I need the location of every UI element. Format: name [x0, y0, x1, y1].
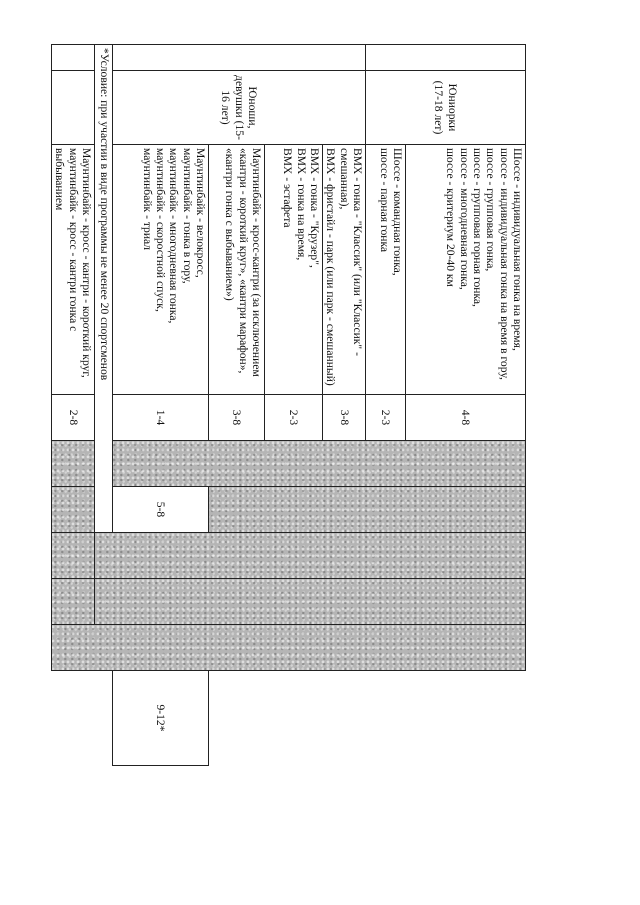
value-cell: 5-8: [113, 487, 209, 533]
value-cell: 2-8: [52, 395, 95, 441]
discipline-cell: [406, 145, 526, 395]
qualification-table: [51, 44, 526, 766]
discipline-line: BMX - гонка - "Крузер",: [308, 148, 322, 268]
shaded-cell: [52, 533, 95, 579]
discipline-line: шоссе - критериум 20-40 км: [444, 148, 458, 287]
discipline-line: Маунтинбайк - кросс-кантри (за исключением «кантри - короткий круг», «кантри марафон», «кантри гонка с выбыванием»): [223, 148, 264, 377]
discipline-line: BMX - гонка - "Классик" (или "Классик" - смешанная),: [337, 148, 364, 356]
value-cell: 2-3: [366, 395, 406, 441]
discipline-cell: [52, 145, 95, 395]
discipline-line: маунтинбайк - триал: [140, 148, 154, 251]
value-cell: 3-8: [323, 395, 366, 441]
rotated-page-content: [53, 44, 526, 766]
value-cell: 9-12*: [113, 671, 209, 766]
discipline-cell: [265, 145, 323, 395]
discipline-line: BMX - фристайл - парк (или парк - смешанный): [324, 148, 338, 386]
discipline-line: Шоссе - командная гонка,: [391, 148, 404, 276]
discipline-line: маунтинбайк - многодневная гонка,: [167, 148, 181, 324]
discipline-line: маунтинбайк - гонка в гору,: [180, 148, 194, 284]
discipline-line: маунтинбайк - скоростной спуск,: [154, 148, 168, 312]
discipline-cell: [113, 145, 209, 395]
discipline-line: шоссе - групповая гонка,: [484, 148, 498, 272]
discipline-line: шоссе - групповая горная гонка,: [471, 148, 485, 307]
shaded-cell: [209, 487, 526, 533]
blank-cell: [52, 71, 95, 145]
discipline-line: шоссе - многодневная гонка,: [457, 148, 471, 290]
shaded-cell: [52, 487, 95, 533]
blank-cell: [113, 45, 366, 71]
shaded-cell: [95, 579, 526, 625]
value-cell: 1-4: [113, 395, 209, 441]
category-cell: Юноши, девушки (15-16 лет): [113, 71, 366, 145]
category-cell: Юниорки (17-18 лет): [366, 71, 526, 145]
shaded-cell: [52, 625, 526, 671]
value-cell: 3-8: [209, 395, 265, 441]
discipline-cell: [323, 145, 366, 395]
discipline-line: BMX - гонка на время,: [294, 148, 308, 261]
shaded-cell: [95, 533, 526, 579]
discipline-line: шоссе - индивидуальная гонка на время в гору,: [497, 148, 511, 380]
discipline-cell: [366, 145, 406, 395]
discipline-line: Маунтинбайк - кросс - кантри - короткий круг,: [80, 148, 94, 378]
discipline-line: шоссе - парная гонка: [377, 148, 391, 253]
discipline-line: BMX - эстафета: [281, 148, 295, 228]
value-cell: 4-8: [406, 395, 526, 441]
footnote: *Условие: при участии в виде программы не менее 20 спортсменов: [95, 45, 113, 579]
shaded-cell: [52, 441, 95, 487]
blank-cell: [366, 45, 526, 71]
blank-cell: [52, 45, 95, 71]
table-row: [406, 45, 526, 766]
discipline-cell: [209, 145, 265, 395]
shaded-cell: [113, 441, 526, 487]
discipline-line: Маунтинбайк - велокросс,: [194, 148, 208, 278]
discipline-line: Шоссе - индивидуальная гонка на время,: [511, 148, 524, 351]
shaded-cell: [52, 579, 95, 625]
discipline-line: маунтинбайк - кросс - кантри гонка с выбыванием: [53, 148, 80, 332]
value-cell: 2-3: [265, 395, 323, 441]
